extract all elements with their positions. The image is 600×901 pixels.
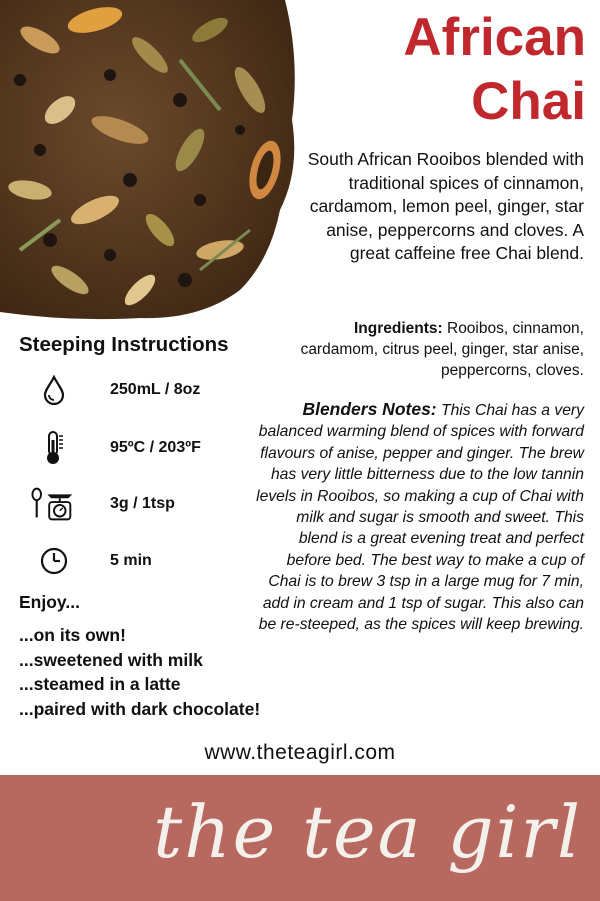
title-line-2: Chai: [471, 72, 586, 131]
steep-row-amount: [30, 484, 260, 524]
steep-time-value: 5 min: [110, 552, 152, 569]
steep-amount-value: 3g / 1tsp: [110, 495, 175, 512]
steeping-instructions-title: Steeping Instructions: [19, 333, 229, 356]
enjoy-item: ...on its own!: [19, 625, 126, 645]
brand-logo: the tea girl: [153, 790, 582, 874]
enjoy-item: ...steamed in a latte: [19, 674, 181, 694]
ingredients-block: [284, 318, 584, 381]
blenders-notes-label: Blenders Notes:: [302, 399, 437, 419]
steep-temperature-value: 95ºC / 203ºF: [110, 439, 201, 456]
ingredients-label: Ingredients:: [353, 320, 443, 337]
blenders-notes-text: This Chai has a very balanced warming blend of spices with forward flavours of anise, pepper and ginger. The brew has very little bitterness due to the low tannin levels in Rooibos, so making a cup of Chai with milk and sugar is smooth and sweet. This blend is a great evening treat and perfect before bed. The best way to make a cup of Chai is to brew 3 tsp in a large mug for 7 min, add in cream and 1 tsp of sugar. This also can be re-steeped, as the spices will keep brewing.: [256, 402, 584, 634]
blenders-notes-block: [254, 399, 584, 635]
steep-row-temperature: [30, 428, 260, 468]
enjoy-title: Enjoy...: [19, 592, 80, 612]
steep-row-water: [30, 370, 260, 410]
product-title: [306, 6, 586, 134]
water-drop-icon: [30, 370, 78, 410]
thermometer-icon: [30, 428, 78, 468]
steep-row-time: [30, 541, 260, 581]
enjoy-list: [19, 623, 260, 721]
steep-water-value: 250mL / 8oz: [110, 381, 201, 398]
scale-spoon-icon: [30, 484, 78, 524]
website-url: www.theteagirl.com: [204, 741, 396, 764]
tea-leaves-photo: [0, 0, 296, 322]
clock-icon: [30, 541, 78, 581]
enjoy-item: ...sweetened with milk: [19, 649, 203, 670]
product-description: South African Rooibos blended with traditional spices of cinnamon, cardamom, lemon peel, ginger, star anise, peppercorns and cloves. A great caffeine free Chai blend.: [307, 149, 584, 263]
title-line-1: African: [403, 8, 586, 67]
ingredients-text: Rooibos, cinnamon, cardamom, citrus peel, ginger, star anise, peppercorns, cloves.: [300, 320, 584, 379]
enjoy-item: ...paired with dark chocolate!: [19, 698, 261, 719]
